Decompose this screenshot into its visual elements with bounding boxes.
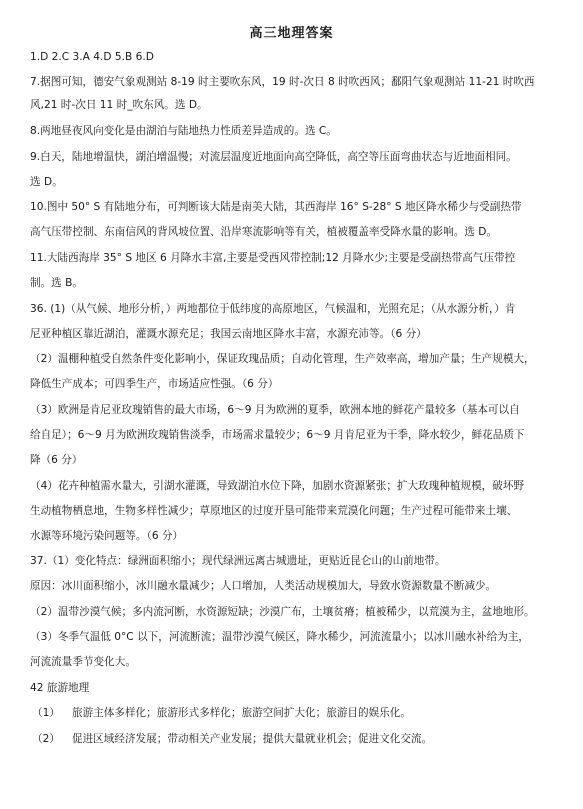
answer-36-3-line-3: 降（6 分） [30,454,83,466]
answer-11-line-2: 制。选 B。 [30,277,84,289]
answer-37-2: （2）温带沙漠气候；多内流河断，水资源短缺；沙漠广布，土壤贫瘠；植被稀少，以荒漠为主，盆地地形。 [30,606,535,618]
answer-7-line-2: 风,21 时-次日 11 时_吹东风。选 D。 [30,99,208,111]
answer-37-1-reasons: 原因：冰川面积缩小，冰川融水量减少；人口增加，人类活动规模加大，导致水资源数量不断减少。 [30,580,497,592]
answer-10-line-1: 10.图中 50° S 有陆地分布，可判断该大陆是南美大陆，其西海岸 16° S-28° S 地区降水稀少与受副热带 [30,201,522,213]
answer-36-4-line-1: （4）花卉种植需水量大，引湖水灌溉，导致湖泊水位下降，加剧水资源紧张；扩大玫瑰种植规模，破坏野 [30,480,525,492]
answer-36-3-line-1: （3）欧洲是肯尼亚玫瑰销售的最大市场，6～9 月为欧洲的夏季，欧洲本地的鲜花产量较多（基本可以自 [30,404,520,416]
answer-36-1-line-2: 尼亚种植区靠近湖泊，灌溉水源充足；我国云南地区降水丰富，水源充沛等。（6 分） [30,328,427,340]
page-title: 高三地理答案 [249,26,334,41]
answer-11-line-1: 11.大陆西海岸 35° S 地区 6 月降水丰富,主要是受西风带控制;12 月降水少;主要是受副热带高气压带控 [30,252,516,264]
answer-42-1 [32,706,411,720]
answer-9-line-1: 9.白天，陆地增温快，湖泊增温慢；对流层温度近地面向高空降低，高空等压面弯曲状态与近地面相同。 [30,151,517,163]
answer-36-1-line-1: 36. (1)（从气候、地形分析，）两地都位于低纬度的高原地区，气候温和，光照充足；（从水源分析，）肯 [30,303,516,315]
answer-36-2-line-1: （2）温棚种植受自然条件变化影响小，保证玫瑰品质；自动化管理，生产效率高，增加产量；生产规模大， [30,353,535,365]
answer-42-1-number: （1） [32,707,60,719]
answer-42-1-text: 旅游主体多样化；旅游形式多样化；旅游空间扩大化；旅游目的娱乐化。 [72,707,411,719]
answer-37-3-line-1: （3）冬季气温低 0°C 以下，河流断流；温带沙漠气候区，降水稀少，河流流量小；以冰川融水补给为主， [30,631,530,643]
answer-7-line-1: 7.据图可知，德安气象观测站 8-19 时主要吹东风，19 时-次日 8 时吹西风；鄱阳气象观测站 11-21 时吹西 [30,76,535,88]
answer-36-3-line-2: 给自足）；6～9 月为欧洲玫瑰销售淡季，市场需求量较少；6～9 月肯尼亚为干季，降水较少，鲜花品质下 [30,429,525,441]
answer-9-line-2: 选 D。 [30,176,63,188]
answer-42-2-number: （2） [32,733,60,745]
section-42-heading: 42 旅游地理 [30,682,90,694]
answer-36-4-line-2: 生动植物栖息地，生物多样性减少；草原地区的过度开垦可能带来荒漠化问题；生产过程可能带来土壤、 [30,505,518,517]
answer-42-2-text: 促进区域经济发展；带动相关产业发展；提供大量就业机会；促进文化交流。 [72,733,433,745]
answer-line-1-6: 1.D 2.C 3.A 4.D 5.B 6.D [30,51,154,63]
answer-36-4-line-3: 水源等环境污染问题等。（6 分） [30,530,184,542]
answer-36-2-line-2: 降低生产成本；可四季生产，市场适应性强。（6 分） [30,378,279,390]
answer-37-3-line-2: 河流流量季节变化大。 [30,656,136,668]
answer-8: 8.两地昼夜风向变化是由湖泊与陆地热力性质差异造成的。选 C。 [30,125,337,137]
answer-10-line-2: 高气压带控制、东南信风的背风坡位置、沿岸寒流影响等有关，植被覆盖率受降水量的影响。选 D。 [30,226,498,238]
answer-42-2 [32,732,432,746]
answer-37-1-features: 37.（1）变化特点：绿洲面积缩小；现代绿洲远离古城遗址，更贴近昆仑山的山前地带。 [30,555,446,567]
